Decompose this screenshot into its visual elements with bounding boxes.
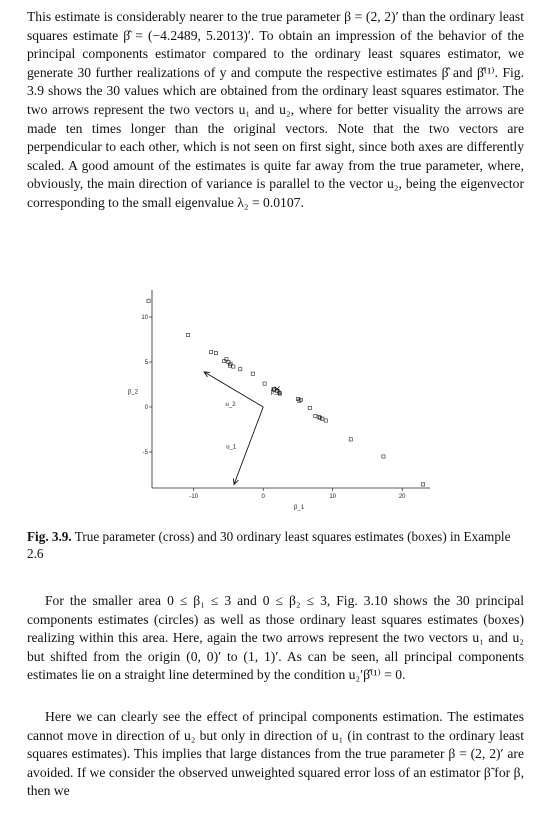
arrow-u1-shaft [234,407,263,484]
x-tick-label: 0 [261,494,265,500]
x-tick-label: 10 [329,494,337,500]
ols-estimate-box [314,414,317,417]
paragraph-1: This estimate is considerably nearer to the true parameter β = (2, 2)′ than the ordinary least squares estimate β̂ = (−4.2489, 5.2013)′. To obtain an impression of the behavior of the principal components estimator compared to the ordinary least squares estimator, we generate 30 further realizations of y and compute the respective estimates β̂ and β̂⁽¹⁾. Fig. 3.9 shows the 30 values which are obtained from the ordinary least squares estimator. The two arrows represent the two vectors u₁ and u₂, where for better visuality the arrows are made ten times longer than the original vectors. Note that the two vectors are perpendicular to each other, which is not seen on first sight, since both axes are differently scaled. A good amount of the estimates is quite far away from the true parameter, where, obviously, the main direction of variance is parallel to the vector u₂, being the eigenvector corresponding to the small eigenvalue λ₂ = 0.0107. [27,9,524,210]
x-axis-label: β_1 [293,505,305,511]
annotation-label: β_1 [270,389,281,396]
paragraph-2: For the smaller area 0 ≤ β₁ ≤ 3 and 0 ≤ β₂ ≤ 3, Fig. 3.10 shows the 30 principal components estimates (circles) as well as those ordinary least squares estimates (boxes) realizing within this area. Here, again the two arrows represent the two vectors u₁ and u₂ but shifted from the origin (0, 0)′ to (1, 1)′. As can be seen, all principal components estimates lie on a straight line determined by the condition u₂′β̂⁽¹⁾ = 0. [27,593,524,683]
ols-estimate-box [321,417,324,420]
ols-estimate-box [349,438,352,441]
x-tick-label: -10 [189,494,199,500]
ols-estimate-box [421,483,424,486]
annotation-label: u_2 [225,402,236,409]
x-tick-label: 20 [398,494,406,500]
figure-caption-text: True parameter (cross) and 30 ordinary least squares estimates (boxes) in Example 2.6 [27,529,511,561]
ols-estimate-box [239,368,242,371]
annotation-label: u_1 [226,444,237,451]
ols-estimate-box [209,351,212,354]
ols-estimate-box [308,406,311,409]
scatter-plot [120,280,440,512]
ols-estimate-box [187,333,190,336]
figure-caption [27,528,524,562]
ols-estimate-box [214,351,217,354]
figure-3-9 [120,280,440,512]
ols-estimate-box [147,299,150,302]
y-tick-label: -5 [142,450,148,456]
y-axis-label: β_2 [128,389,139,396]
ols-estimate-box [263,382,266,385]
ols-estimate-box [324,419,327,422]
figure-label: Fig. 3.9. [27,529,72,544]
ols-estimate-box [251,372,254,375]
ols-estimate-box [382,455,385,458]
y-tick-label: 0 [144,405,148,411]
y-tick-label: 10 [141,315,148,321]
paragraph-3: Here we can clearly see the effect of principal components estimation. The estimates cannot move in direction of u₂ but only in direction of u₁ (in contrast to the ordinary least squares estimates). This implies that large distances from the true parameter β = (2, 2)′ are avoided. If we consider the observed unweighted squared error loss of an estimator β̃ for β, then we [27,709,524,799]
y-tick-label: 5 [144,360,148,366]
